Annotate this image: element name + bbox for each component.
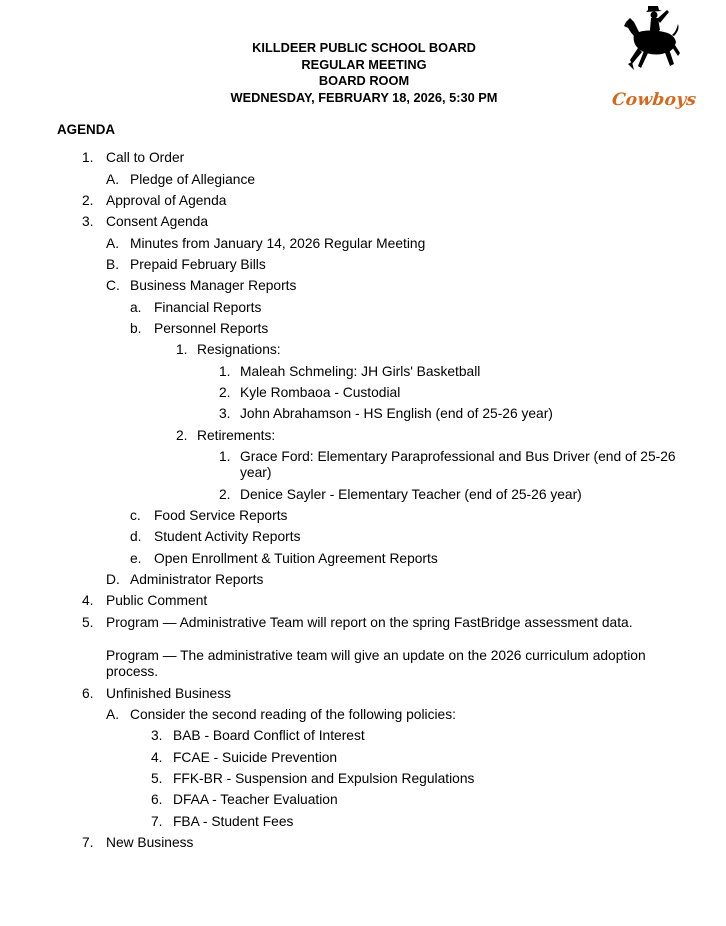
header-location: BOARD ROOM	[318, 73, 410, 89]
item-label: Open Enrollment & Tuition Agreement Reports	[154, 551, 438, 566]
item-number: d.	[130, 529, 142, 544]
item-label: Resignations:	[197, 342, 281, 357]
item-label: Denice Sayler - Elementary Teacher (end of 25-26 year)	[240, 487, 582, 502]
item-label: New Business	[106, 835, 194, 850]
item-number: 6.	[82, 686, 94, 701]
item-number: 1.	[219, 364, 231, 379]
item-number: a.	[130, 300, 142, 315]
meeting-header	[164, 40, 564, 107]
header-board-name: KILLDEER PUBLIC SCHOOL BOARD	[252, 40, 476, 55]
item-label: FBA - Student Fees	[173, 814, 294, 829]
agenda-title: AGENDA	[57, 122, 116, 137]
header-date-time: WEDNESDAY, FEBRUARY 18, 2026, 5:30 PM	[230, 90, 498, 106]
item-number: 1.	[176, 342, 188, 357]
item-number: C.	[106, 278, 120, 293]
item-number: 4.	[151, 750, 163, 765]
logo-text: Cowboys	[610, 90, 698, 110]
item-number: A.	[106, 707, 120, 722]
item-number: A.	[106, 236, 120, 251]
item-number: 5.	[151, 771, 163, 786]
cowboys-logo	[608, 4, 698, 114]
item-label: Personnel Reports	[154, 321, 269, 336]
item-label: FFK-BR - Suspension and Expulsion Regulations	[173, 771, 475, 786]
item-number: A.	[106, 172, 120, 187]
item-label: Retirements:	[197, 428, 276, 443]
item-number: 2.	[82, 193, 94, 208]
item-number: 5.	[82, 615, 94, 630]
item-label: Consent Agenda	[106, 214, 209, 229]
item-label: Program — The administrative team will give an update on the 2026 curriculum adoption process.	[106, 648, 646, 679]
item-label: Grace Ford: Elementary Paraprofessional and Bus Driver (end of 25-26 year)	[240, 449, 676, 480]
header-meeting-type: REGULAR MEETING	[301, 56, 427, 72]
bucking-horse-rider-icon	[624, 4, 680, 86]
item-label: Kyle Rombaoa - Custodial	[240, 385, 401, 400]
item-number: 4.	[82, 593, 94, 608]
item-label: Unfinished Business	[106, 686, 232, 701]
item-label: John Abrahamson - HS English (end of 25-26 year)	[240, 406, 553, 421]
item-label: Pledge of Allegiance	[130, 172, 256, 187]
item-label: Financial Reports	[154, 300, 262, 315]
item-number: 7.	[151, 814, 163, 829]
item-label: Public Comment	[106, 593, 208, 608]
item-label: Minutes from January 14, 2026 Regular Meeting	[130, 236, 426, 251]
item-label: Business Manager Reports	[130, 278, 297, 293]
item-label: Maleah Schmeling: JH Girls' Basketball	[240, 364, 481, 379]
item-number: D.	[106, 572, 120, 587]
item-label: Prepaid February Bills	[130, 257, 266, 272]
item-label: BAB - Board Conflict of Interest	[173, 728, 365, 743]
item-number: 3.	[219, 406, 231, 421]
item-number: 2.	[176, 428, 188, 443]
item-number: 1.	[219, 449, 231, 464]
item-label: Consider the second reading of the following policies:	[130, 707, 456, 722]
item-number: 3.	[82, 214, 94, 229]
item-number: B.	[106, 257, 120, 272]
item-number: 2.	[219, 487, 231, 502]
item-label: Approval of Agenda	[106, 193, 227, 208]
item-number: e.	[130, 551, 142, 566]
item-label: DFAA - Teacher Evaluation	[173, 792, 338, 807]
item-number: 6.	[151, 792, 163, 807]
item-number: b.	[130, 321, 142, 336]
item-number: 7.	[82, 835, 94, 850]
item-label: Food Service Reports	[154, 508, 288, 523]
item-label: Student Activity Reports	[154, 529, 301, 544]
item-label: FCAE - Suicide Prevention	[173, 750, 338, 765]
item-label: Program — Administrative Team will report on the spring FastBridge assessment data.	[106, 615, 633, 630]
item-number: c.	[130, 508, 141, 523]
item-label: Call to Order	[106, 150, 185, 165]
item-label: Administrator Reports	[130, 572, 264, 587]
item-number: 3.	[151, 728, 163, 743]
item-number: 2.	[219, 385, 231, 400]
item-number: 1.	[82, 150, 94, 165]
